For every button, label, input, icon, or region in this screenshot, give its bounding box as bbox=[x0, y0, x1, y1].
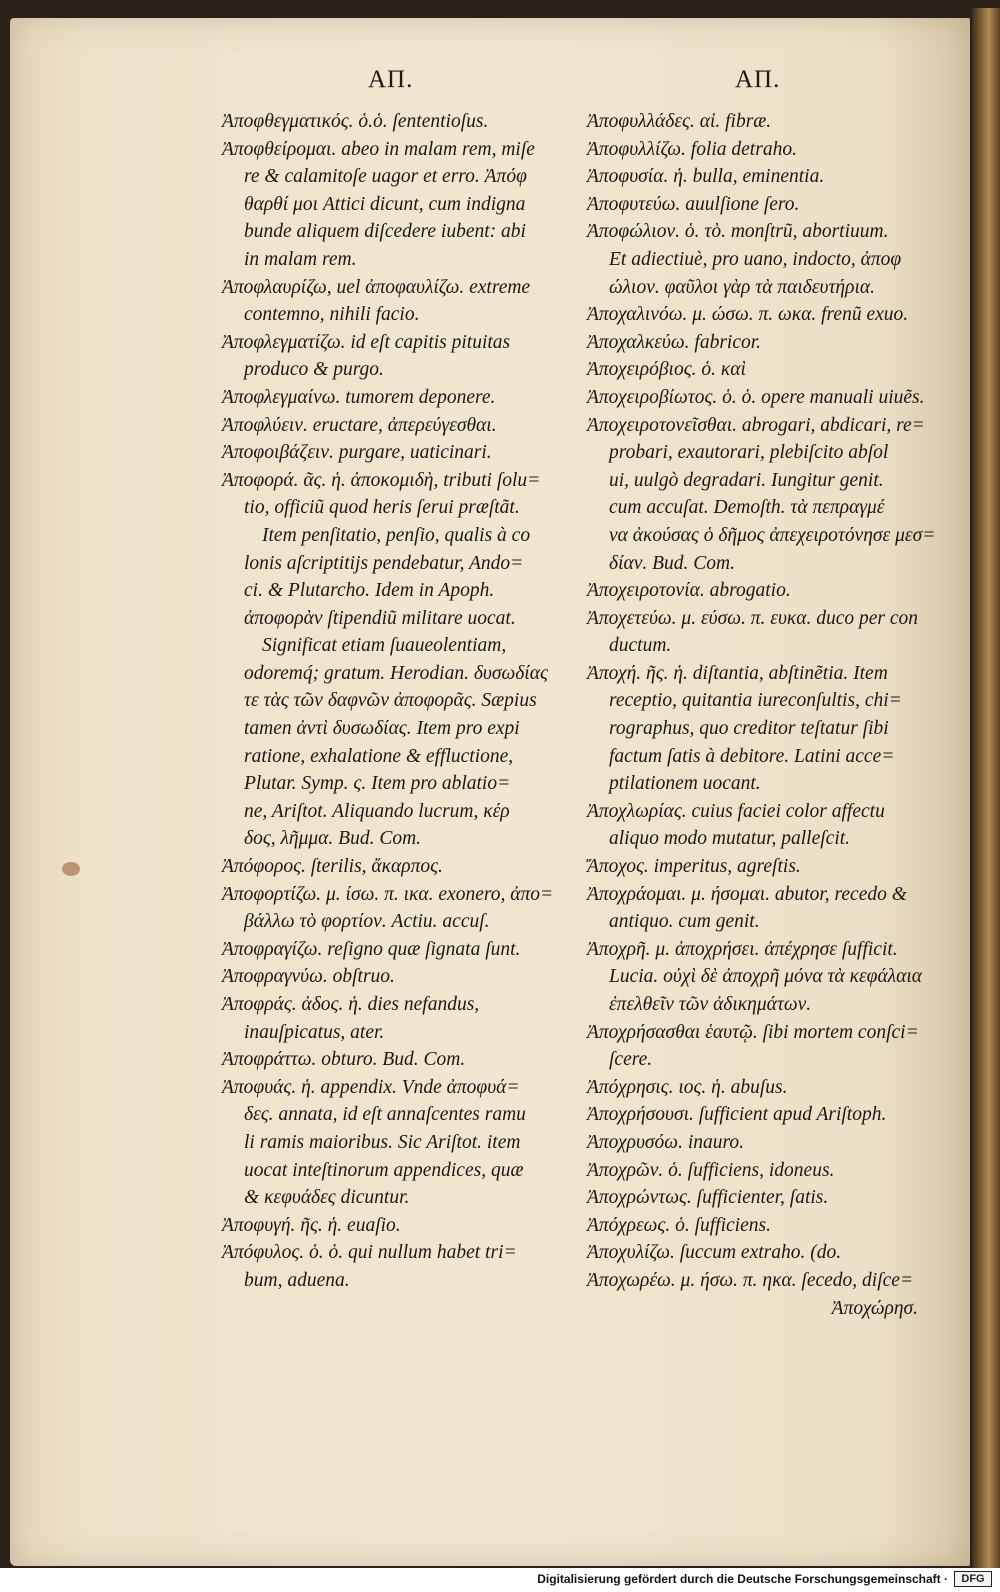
entry-line: probari, exautorari, plebiſcito abſol bbox=[609, 442, 889, 464]
entry-line: Ἀποχαλκεύω. fabricor. bbox=[587, 331, 762, 353]
entry-line: Ἀποφλεγμαίνω. tumorem deponere. bbox=[222, 386, 496, 408]
entry-line: Ἀποχετεύω. μ. εύσω. π. ευκα. duco per con bbox=[587, 607, 919, 629]
entry-line: Ἀποχωρέω. μ. ήσω. π. ηκα. ſecedo, diſce= bbox=[587, 1269, 914, 1291]
entry-line: ne, Ariſtot. Aliquando lucrum, κέρ bbox=[244, 800, 510, 822]
entry-line: Ἀποφραγνύω. obſtruo. bbox=[222, 966, 395, 988]
entry-line: contemno, nihili facio. bbox=[244, 304, 420, 326]
entry-line: Ἀποφώλιον. ὁ. τὸ. monſtrũ, abortiuum. bbox=[587, 221, 889, 243]
entry-line: τε τὰς τῶν δαφνῶν ἀποφορᾶς. Sæpius bbox=[244, 690, 537, 712]
entry-line: βάλλω τὸ φορτίον. Actiu. accuſ. bbox=[244, 911, 490, 933]
entry-line: Ἀποφράς. ἀδος. ἡ. dies nefandus, bbox=[222, 994, 480, 1015]
entry-line: uocat inteſtinorum appendices, quæ bbox=[244, 1159, 524, 1181]
entry-line: Ἀπόφυλος. ὁ. ὁ. qui nullum habet tri= bbox=[222, 1242, 517, 1264]
entry-line: Ἀποχρήσουσι. ſufficient apud Ariſtoph. bbox=[587, 1104, 887, 1126]
entry-line: Ἀπόφορος. ſterilis, ἄκαρπος. bbox=[222, 856, 443, 878]
entry-line: Ἀποχαλινόω. μ. ώσω. π. ωκα. frenũ exuo. bbox=[587, 304, 909, 326]
entry-line: ſcere. bbox=[609, 1049, 653, 1071]
entry-line: Ἀποφυλλίζω. folia detraho. bbox=[587, 138, 797, 160]
entry-line: Ἀποφθείρομαι. abeo in malam rem, miſe bbox=[222, 138, 535, 160]
entry-line: Ἀποφυγή. ῆς. ἡ. euaſio. bbox=[222, 1214, 401, 1236]
entry-line: Lucia. οὐχὶ δὲ ἀποχρῆ μόνα τὰ κεφάλαια bbox=[609, 966, 923, 988]
entry-line: factum ſatis à debitore. Latini acce= bbox=[609, 745, 895, 767]
entry-line: aliquo modo mutatur, palleſcit. bbox=[609, 828, 851, 850]
entry-line: Ἀποφλαυρίζω, uel ἀποφαυλίζω. extreme bbox=[222, 276, 531, 298]
entry-line: Ἀποφλύειν. eructare, ἀπερεύγεσθαι. bbox=[222, 414, 497, 436]
entry-line: Significat etiam ſuaueolentiam, bbox=[262, 635, 507, 657]
entry-line: re & calamitoſe uagor et erro. Ἀπόφ bbox=[244, 166, 527, 188]
entry-line: Et adiectiuè, pro uano, indocto, ἀποφ bbox=[609, 248, 902, 270]
entry-line: ἀποφορὰν ſtipendiũ militare uocat. bbox=[244, 607, 516, 629]
entry-line: odoremq́; gratum. Herodian. δυσωδίας bbox=[244, 662, 548, 684]
entry-line: Item penſitatio, penſio, qualis à co bbox=[262, 524, 531, 546]
entry-line: Ἀπόχρεως. ὁ. ſufficiens. bbox=[587, 1214, 771, 1236]
entry-line: Ἀποφθεγματικός. ὁ.ὁ. ſententioſus. bbox=[222, 111, 489, 132]
entry-line: Ἀποφοιβάζειν. purgare, uaticinari. bbox=[222, 442, 492, 464]
entry-line: δες. annata, id eſt annaſcentes ramu bbox=[244, 1104, 526, 1126]
dfg-logo: DFG bbox=[954, 1571, 992, 1587]
stain-mark bbox=[62, 862, 80, 876]
entry-line: ptilationem uocant. bbox=[609, 773, 761, 795]
entry-line: receptio, quitantia iureconſultis, chi= bbox=[609, 690, 902, 712]
catchword: Ἀποχώρησ. bbox=[831, 1297, 918, 1319]
entry-line: ἐπελθεῖν τῶν ἀδικημάτων. bbox=[609, 994, 812, 1015]
funding-credit: Digitalisierung gefördert durch die Deutsche Forschungsgemeinschaft · bbox=[537, 1572, 948, 1586]
entry-line: Ἀποχυλίζω. ſuccum extraho. (do. bbox=[587, 1242, 842, 1264]
entry-line: lonis aſcriptitijs pendebatur, Ando= bbox=[244, 552, 524, 574]
entry-line: antiquo. cum genit. bbox=[609, 911, 760, 933]
entry-line: Ἀποφραγίζω. reſigno quæ ſignata ſunt. bbox=[222, 938, 521, 960]
entry-line: li ramis maioribus. Sic Ariſtot. item bbox=[244, 1131, 521, 1153]
entry-line: Ἀποχρυσόω. inauro. bbox=[587, 1131, 744, 1153]
entry-line: Ἀποχειροτονεῖσθαι. abrogari, abdicari, re= bbox=[587, 414, 925, 436]
entry-line: in malam rem. bbox=[244, 248, 357, 270]
entry-line: Ἀποφράττω. obturo. Bud. Com. bbox=[222, 1049, 466, 1071]
entry-line: Ἀποφλεγματίζω. id eſt capitis pituitas bbox=[222, 331, 511, 353]
entry-line: produco & purgo. bbox=[244, 359, 384, 381]
entry-line: ώλιον. φαῦλοι γὰρ τὰ παιδευτήρια. bbox=[609, 276, 875, 298]
footer-bar bbox=[0, 1568, 1000, 1592]
entry-line: Ἀποχρῆ. μ. ἀποχρήσει. ἀπέχρησε ſufficit. bbox=[587, 938, 898, 960]
entry-line: bunde aliquem diſcedere iubent: abi bbox=[244, 221, 526, 243]
entry-line: bum, aduena. bbox=[244, 1269, 350, 1291]
entry-line: Ἄποχος. imperitus, agreſtis. bbox=[587, 856, 801, 878]
entry-line: rographus, quo creditor teſtatur ſibi bbox=[609, 718, 889, 740]
entry-line: Ἀποχειρόβιος. ὁ. καὶ bbox=[587, 359, 746, 381]
entry-line: Ἀποφορτίζω. μ. ίσω. π. ικα. exonero, ἀπο= bbox=[222, 883, 554, 905]
entry-line: inauſpicatus, ater. bbox=[244, 1021, 385, 1043]
entry-line: tamen ἀντὶ δυσωδίας. Item pro expi bbox=[244, 718, 520, 740]
entry-line: Plutar. Symp. ς. Item pro ablatio= bbox=[244, 773, 511, 795]
entry-line: Ἀποφυσία. ἡ. bulla, eminentia. bbox=[587, 166, 825, 188]
entry-line: tio, officiũ quod heris ſerui præſtãt. bbox=[244, 497, 520, 519]
entry-line: Ἀποφορά. ᾶς. ἡ. ἀποκομιδὴ, tributi ſolu= bbox=[222, 469, 541, 491]
entry-line: ci. & Plutarcho. Idem in Apoph. bbox=[244, 580, 495, 602]
entry-line: Ἀποχρῶν. ὁ. ſufficiens, idoneus. bbox=[587, 1159, 835, 1181]
entry-line: Ἀποχρήσασθαι ἑαυτῷ. ſibi mortem conſci= bbox=[587, 1021, 919, 1043]
entry-line: Ἀποχράομαι. μ. ήσομαι. abutor, recedo & bbox=[587, 883, 907, 905]
entry-line: Ἀποφυτεύω. auulſione ſero. bbox=[587, 193, 800, 215]
entry-line: ui, uulgò degradari. Iungitur genit. bbox=[609, 469, 884, 491]
entry-line: Ἀποφυλλάδες. αἱ. fibræ. bbox=[587, 111, 772, 132]
entry-line: Ἀποφυάς. ἡ. appendix. Vnde ἀποφυά= bbox=[222, 1076, 520, 1098]
entry-line: θαρθί μοι Attici dicunt, cum indigna bbox=[244, 193, 526, 215]
entry-line: Ἀποχειροτονία. abrogatio. bbox=[587, 580, 791, 602]
entry-line: cum accuſat. Demoſth. τὰ πεπραγμέ bbox=[609, 497, 885, 519]
running-head-right: ΑΠ. bbox=[735, 66, 781, 93]
left-column bbox=[222, 108, 562, 1295]
entry-line: να ἀκούσας ὁ δῆμος ἀπεχειροτόνησε μεσ= bbox=[609, 524, 936, 546]
entry-line: Ἀποχειροβίωτος. ὁ. ὁ. opere manuali uiuẽs. bbox=[587, 386, 925, 408]
entry-line: Ἀποχρώντως. ſufficienter, ſatis. bbox=[587, 1187, 829, 1209]
entry-line: ratione, exhalatione & effluctione, bbox=[244, 745, 514, 767]
entry-line: Ἀποχή. ῆς. ἡ. diſtantia, abſtinẽtia. Item bbox=[587, 662, 888, 684]
running-head-left: ΑΠ. bbox=[368, 66, 414, 93]
entry-line: ductum. bbox=[609, 635, 672, 657]
entry-line: Ἀπόχρησις. ιος. ἡ. abuſus. bbox=[587, 1076, 788, 1098]
right-column bbox=[587, 108, 936, 1322]
binding-edge bbox=[972, 8, 1000, 1568]
entry-line: Ἀποχλωρίας. cuius faciei color affectu bbox=[587, 800, 885, 822]
entry-line: & κεφυάδες dicuntur. bbox=[244, 1187, 410, 1209]
entry-line: δος, λῆμμα. Bud. Com. bbox=[244, 828, 422, 850]
entry-line: δίαν. Bud. Com. bbox=[609, 552, 735, 574]
